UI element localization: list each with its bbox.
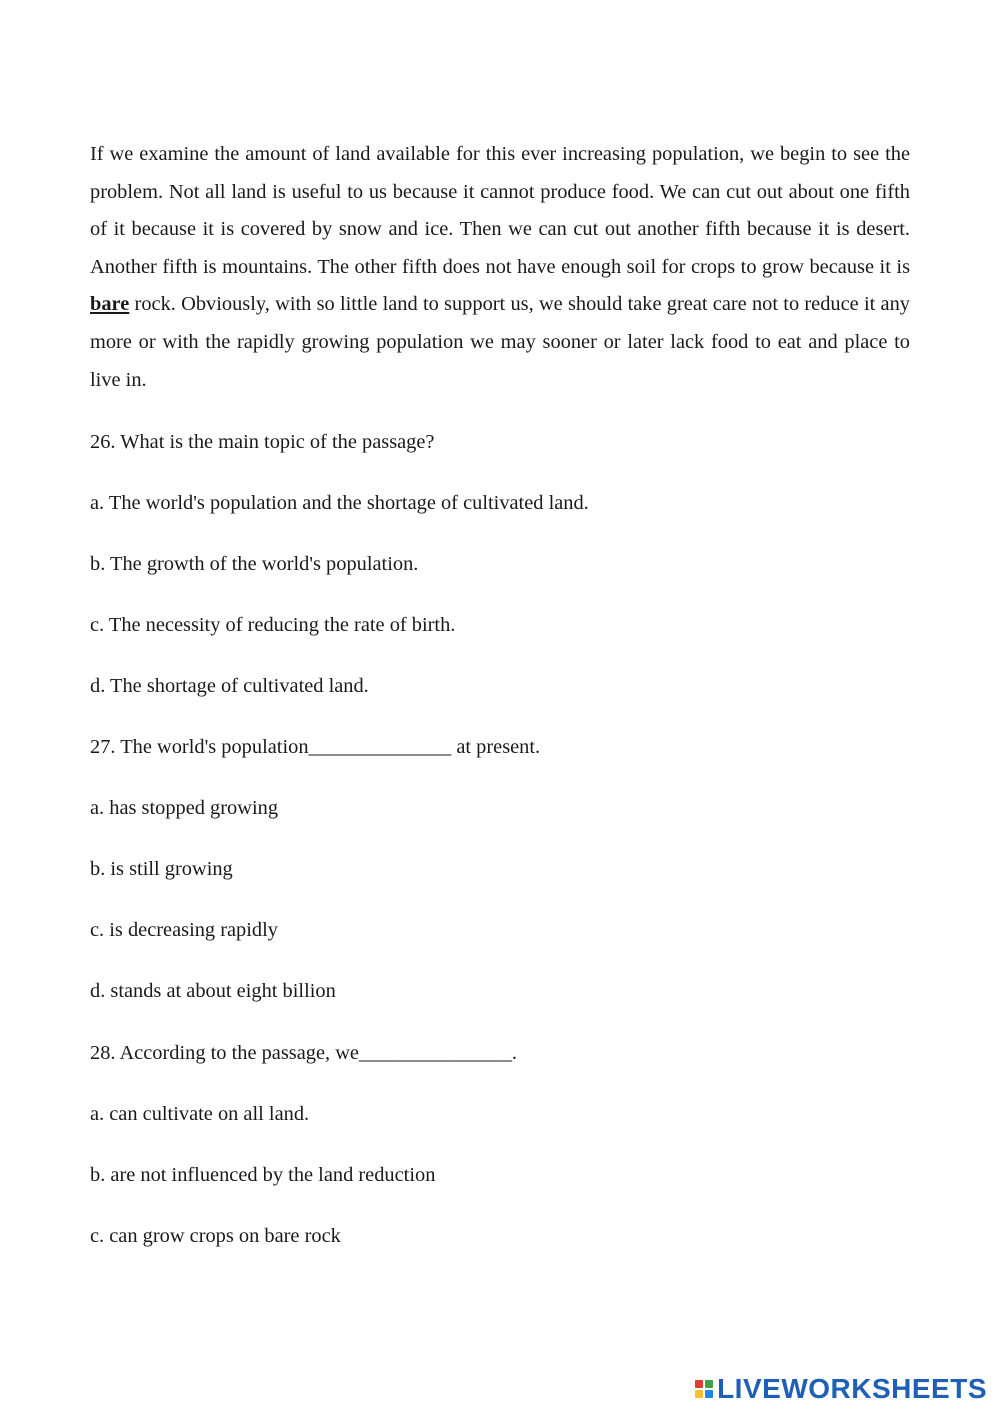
- logo-text: LIVEWORKSHEETS: [717, 1373, 987, 1404]
- highlighted-word: bare: [90, 293, 130, 316]
- question-26-option-d[interactable]: d. The shortage of cultivated land.: [90, 675, 369, 697]
- question-28-option-c[interactable]: c. can grow crops on bare rock: [90, 1225, 341, 1247]
- reading-passage: [90, 136, 910, 399]
- question-27-stem: 27. The world's population______________ at present.: [90, 736, 541, 758]
- logo-square-blue: [705, 1390, 713, 1398]
- passage-text-end: rock. Obviously, with so little land to support us, we should take great care not to reduce it any more or with the rapidly growing population we may sooner or later lack food to eat and place to live in.: [90, 293, 910, 391]
- logo-square-yellow: [695, 1390, 703, 1398]
- question-28-option-b[interactable]: b. are not influenced by the land reduction: [90, 1164, 436, 1186]
- question-27-option-a[interactable]: a. has stopped growing: [90, 797, 279, 819]
- logo-squares-icon: [695, 1380, 713, 1398]
- question-27-option-d[interactable]: d. stands at about eight billion: [90, 980, 336, 1002]
- question-26-option-a[interactable]: a. The world's population and the shortage of cultivated land.: [90, 492, 589, 514]
- logo-square-green: [705, 1380, 713, 1388]
- passage-text-start: If we examine the amount of land available for this ever increasing population, we begin to see the problem. Not all land is useful to us because it cannot produce food. We can cut out about one fifth of it because it is covered by snow and ice. Then we can cut out another fifth because it is desert. Another fifth is mountains. The other fifth does not have enough soil for crops to grow because it is: [90, 143, 910, 278]
- question-26-option-c[interactable]: c. The necessity of reducing the rate of birth.: [90, 614, 456, 636]
- question-27-option-c[interactable]: c. is decreasing rapidly: [90, 919, 278, 941]
- question-28-option-a[interactable]: a. can cultivate on all land.: [90, 1103, 310, 1125]
- logo-square-red: [695, 1380, 703, 1388]
- question-27-option-b[interactable]: b. is still growing: [90, 858, 233, 880]
- question-26-option-b[interactable]: b. The growth of the world's population.: [90, 553, 419, 575]
- question-28-stem: 28. According to the passage, we_______________.: [90, 1042, 517, 1064]
- liveworksheets-logo[interactable]: [695, 1374, 987, 1404]
- question-26-stem: 26. What is the main topic of the passage?: [90, 431, 435, 453]
